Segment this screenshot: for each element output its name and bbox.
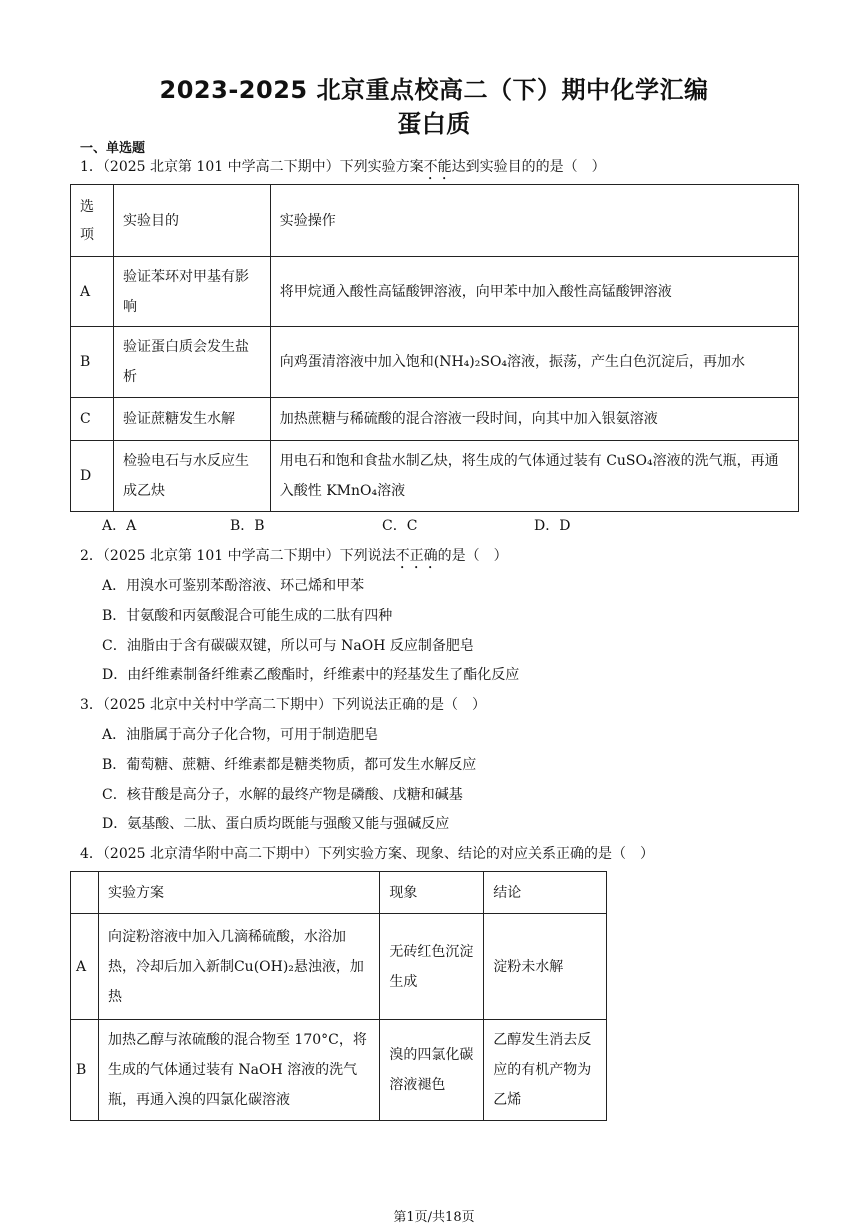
question-4-table [70,871,607,1121]
row-goal: 验证蔗糖发生水解 [113,398,270,441]
row-goal: 验证蛋白质会发生盐析 [113,327,270,398]
question-1-table [70,184,799,512]
header-conclusion: 结论 [484,872,607,914]
question-2-option: A．用溴水可鉴别苯酚溶液、环己烯和甲苯 [102,578,365,594]
row-option: A [71,914,99,1020]
section-heading: 一、单选题 [80,141,146,156]
answer-choice: C．C [382,518,418,534]
question-3-stem: 3．（2025 北京中关村中学高二下期中）下列说法正确的是（ ） [80,697,486,713]
header-option: 选项 [71,185,114,257]
question-3-option: C．核苷酸是高分子，水解的最终产物是磷酸、戊糖和碱基 [102,787,463,803]
question-3-option: B．葡萄糖、蔗糖、纤维素都是糖类物质，都可发生水解反应 [102,757,477,773]
answer-choice: B．B [230,518,265,534]
table-header-row [71,872,607,914]
header-plan: 实验方案 [98,872,379,914]
table-row [71,398,799,441]
row-conclusion: 乙醇发生消去反应的有机产物为乙烯 [484,1020,607,1121]
row-option: B [71,1020,99,1121]
document-title: 2023-2025 北京重点校高二（下）期中化学汇编 [159,76,709,104]
row-option: A [71,257,114,327]
row-option: B [71,327,114,398]
row-option: D [71,441,114,512]
table-row [71,257,799,327]
row-conclusion: 淀粉未水解 [484,914,607,1020]
row-phenomenon: 无砖红色沉淀生成 [380,914,484,1020]
row-phenomenon: 溴的四氯化碳溶液褪色 [380,1020,484,1121]
row-plan: 向淀粉溶液中加入几滴稀硫酸，水浴加热，冷却后加入新制Cu(OH)₂悬浊液，加热 [98,914,379,1020]
table-header-row [71,185,799,257]
row-operation: 加热蔗糖与稀硫酸的混合溶液一段时间，向其中加入银氨溶液 [270,398,798,441]
question-2-option: C．油脂由于含有碳碳双键，所以可与 NaOH 反应制备肥皂 [102,638,474,654]
table-row [71,1020,607,1121]
question-2-option: B．甘氨酸和丙氨酸混合可能生成的二肽有四种 [102,608,393,624]
row-plan: 加热乙醇与浓硫酸的混合物至 170°C，将生成的气体通过装有 NaOH 溶液的洗气瓶，再通入溴的四氯化碳溶液 [98,1020,379,1121]
question-2-stem: 2．（2025 北京第 101 中学高二下期中）下列说法不正确的是（ ） [80,548,508,564]
row-operation: 将甲烷通入酸性高锰酸钾溶液，向甲苯中加入酸性高锰酸钾溶液 [270,257,798,327]
question-3-option: D．氨基酸、二肽、蛋白质均既能与强酸又能与强碱反应 [102,816,450,832]
answer-choice: A．A [102,518,137,534]
header-option [71,872,99,914]
row-goal: 验证苯环对甲基有影响 [113,257,270,327]
document-subtitle: 蛋白质 [397,110,471,138]
row-operation: 向鸡蛋清溶液中加入饱和(NH₄)₂SO₄溶液，振荡，产生白色沉淀后，再加水 [270,327,798,398]
answer-choice: D．D [534,518,571,534]
header-phenomenon: 现象 [380,872,484,914]
question-4-stem: 4．（2025 北京清华附中高二下期中）下列实验方案、现象、结论的对应关系正确的是（ ） [80,846,654,862]
question-2-option: D．由纤维素制备纤维素乙酸酯时，纤维素中的羟基发生了酯化反应 [102,667,520,683]
table-row [71,441,799,512]
row-operation: 用电石和饱和食盐水制乙炔，将生成的气体通过装有 CuSO₄溶液的洗气瓶，再通入酸性 KMnO₄溶液 [270,441,798,512]
question-1-stem: 1．（2025 北京第 101 中学高二下期中）下列实验方案不能达到实验目的的是（ ） [80,159,606,175]
row-goal: 检验电石与水反应生成乙炔 [113,441,270,512]
table-row [71,914,607,1020]
table-row [71,327,799,398]
header-operation: 实验操作 [270,185,798,257]
header-goal: 实验目的 [113,185,270,257]
question-3-option: A．油脂属于高分子化合物，可用于制造肥皂 [102,727,379,743]
page-footer: 第1页/共18页 [393,1210,475,1225]
row-option: C [71,398,114,441]
